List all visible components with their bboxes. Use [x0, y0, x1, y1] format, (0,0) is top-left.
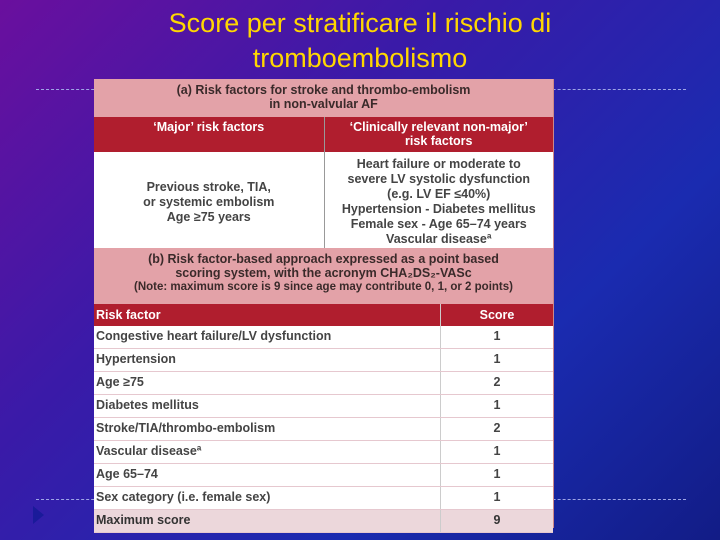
major-column [94, 117, 325, 248]
section-b-note: (Note: maximum score is 9 since age may contribute 0, 1, or 2 points) [134, 281, 513, 293]
score-cell: 1 [493, 444, 501, 458]
table-row [94, 464, 553, 487]
risk-factor-columns [94, 117, 553, 248]
score-cell: 1 [493, 467, 501, 481]
major-list [94, 152, 324, 248]
bullet-arrow-icon [33, 506, 44, 524]
section-a-heading [94, 79, 553, 117]
table-row [94, 326, 553, 349]
relevant-item: Heart failure or moderate to [356, 157, 521, 171]
relevant-item: (e.g. LV EF ≤40%) [387, 187, 491, 201]
score-column-header: Score [479, 308, 515, 322]
relevant-column [325, 117, 554, 248]
slide-title-line-1: Score per stratificare il rischio di [168, 8, 552, 38]
risk-factor-column-header: Risk factor [94, 304, 441, 326]
risk-factor-cell: Sex category (i.e. female sex) [94, 487, 441, 509]
section-b-line-2: scoring system, with the acronym CHA₂DS₂-VASc [175, 266, 472, 280]
slide-title-line-2: tromboembolismo [252, 43, 468, 73]
section-a-title-line-2: in non-valvular AF [269, 97, 378, 111]
score-cell: 2 [493, 375, 501, 389]
table-row [94, 372, 553, 395]
table-row [94, 441, 553, 464]
total-value: 9 [493, 513, 501, 527]
table-row [94, 395, 553, 418]
section-b-line-1: (b) Risk factor-based approach expressed as a point based [148, 252, 499, 266]
relevant-header [325, 117, 554, 152]
score-cell: 1 [493, 490, 501, 504]
relevant-item: severe LV systolic dysfunction [347, 172, 530, 186]
risk-factor-cell: Age ≥75 [94, 372, 441, 394]
risk-factor-cell: Stroke/TIA/thrombo-embolism [94, 418, 441, 440]
slide-title [0, 6, 720, 76]
score-table-header [94, 304, 553, 326]
section-b-heading [94, 248, 553, 304]
total-label: Maximum score [94, 510, 441, 532]
table-row [94, 349, 553, 372]
table-row [94, 418, 553, 441]
relevant-header-line-1: ‘Clinically relevant non-major’ [349, 120, 528, 134]
relevant-header-line-2: risk factors [405, 134, 473, 148]
major-item: Previous stroke, TIA, [146, 180, 271, 194]
major-header-text: ‘Major’ risk factors [153, 120, 265, 134]
score-cell: 1 [493, 329, 501, 343]
score-cell: 2 [493, 421, 501, 435]
relevant-item: Hypertension - Diabetes mellitus [341, 202, 536, 216]
risk-factor-cell: Vascular diseaseª [94, 441, 441, 463]
risk-factor-panel [94, 79, 554, 528]
total-row [94, 510, 553, 533]
section-a-title-line-1: (a) Risk factors for stroke and thrombo-embolism [176, 83, 471, 97]
risk-factor-cell: Congestive heart failure/LV dysfunction [94, 326, 441, 348]
score-cell: 1 [493, 352, 501, 366]
relevant-item: Vascular diseaseª [386, 232, 492, 246]
risk-factor-cell: Age 65–74 [94, 464, 441, 486]
risk-factor-cell: Hypertension [94, 349, 441, 371]
relevant-item: Female sex - Age 65–74 years [350, 217, 527, 231]
major-item: Age ≥75 years [166, 210, 251, 224]
relevant-list [325, 152, 554, 248]
table-row [94, 487, 553, 510]
major-header [94, 117, 324, 152]
score-cell: 1 [493, 398, 501, 412]
major-item: or systemic embolism [143, 195, 275, 209]
risk-factor-cell: Diabetes mellitus [94, 395, 441, 417]
